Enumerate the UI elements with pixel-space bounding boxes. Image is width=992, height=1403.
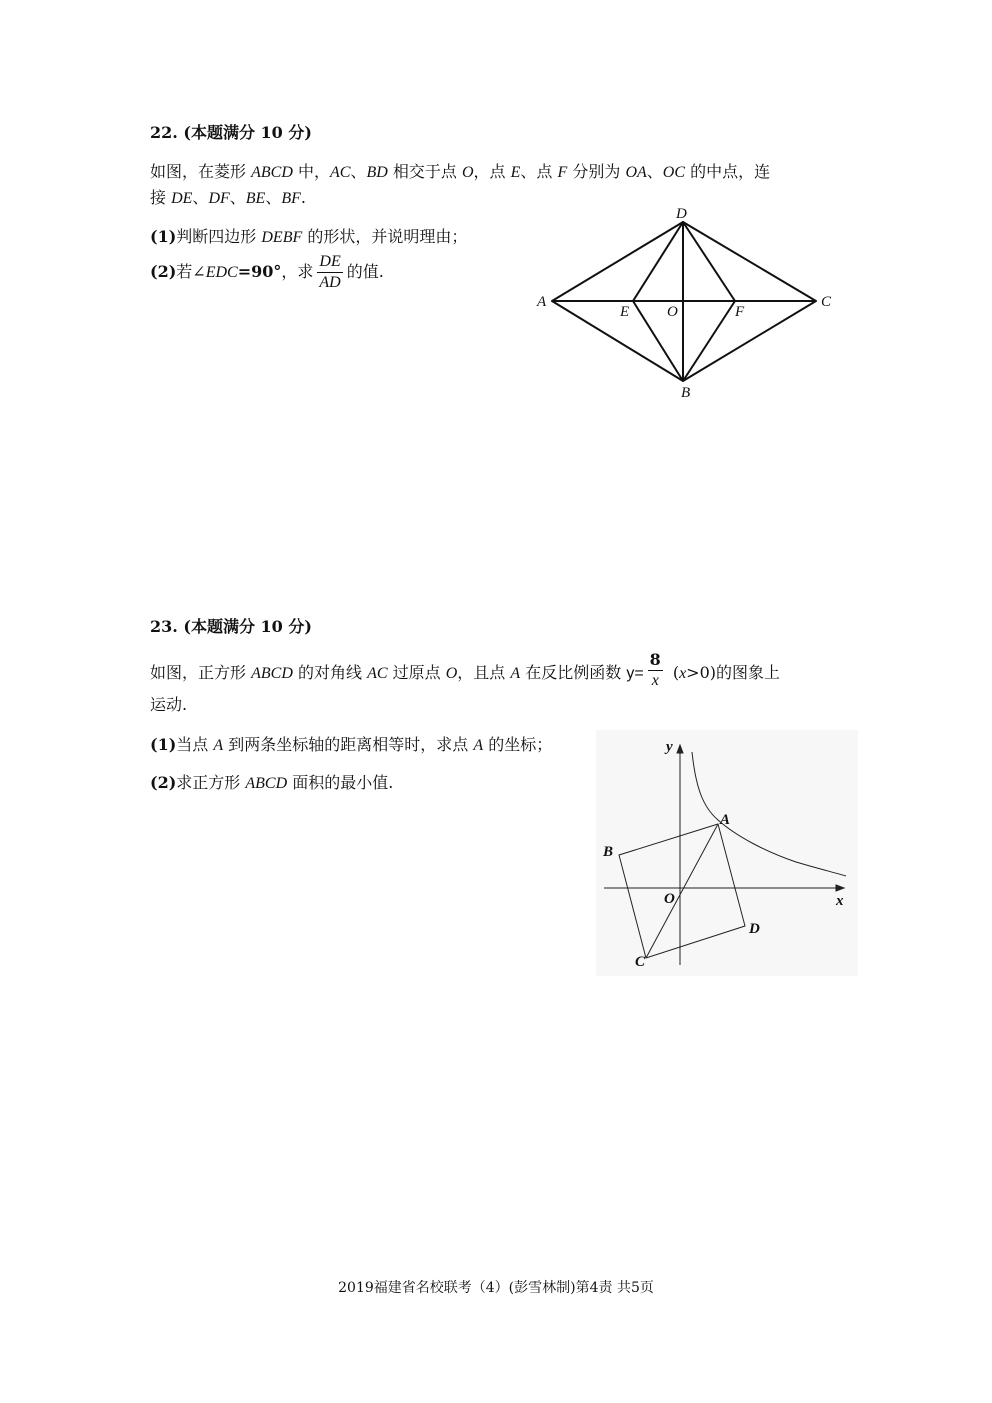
rhombus-figure xyxy=(530,200,840,405)
coordinate-figure xyxy=(596,730,858,976)
label-E: E xyxy=(620,304,630,320)
label-O: O xyxy=(667,304,678,320)
axis-label-x: x xyxy=(836,893,844,909)
q22-intro-line2: 接 DE、DF、BE、BF. xyxy=(150,188,306,207)
label-B: B xyxy=(681,385,691,401)
q22-header: 22. (本题满分 10 分) xyxy=(150,123,312,142)
q23-fraction: $\frac{8}{x}$ xyxy=(649,650,661,689)
q23-header: 23. (本题满分 10 分) xyxy=(150,617,312,636)
q23-part1: (1)当点 A 到两条坐标轴的距离相等时，求点 A 的坐标； xyxy=(150,735,553,754)
q22-part2: (2)若∠EDC=90°，求 $\frac{DE}{AD}$ 的值. xyxy=(150,253,384,291)
figure-background xyxy=(596,730,858,976)
label-F: F xyxy=(735,304,745,320)
axis-label-y: y xyxy=(666,739,673,755)
q22-part1: (1)判断四边形 DEBF 的形状，并说明理由； xyxy=(150,227,468,246)
q23-part2: (2)求正方形 ABCD 面积的最小值. xyxy=(150,773,394,792)
label-A: A xyxy=(537,294,547,310)
point-label-B: B xyxy=(603,844,614,860)
q23-intro-line1: 如图，正方形 ABCD 的对角线 AC 过原点 O，且点 A 在反比例函数 y= $\frac{8}{x}$ (x>0)的图象上 xyxy=(150,650,781,689)
q22-intro-line1: 如图，在菱形 ABCD 中，AC、BD 相交于点 O，点 E、点 F 分别为 OA、OC 的中点，连 xyxy=(150,162,771,181)
point-label-C: C xyxy=(635,954,646,970)
q22-fraction: $\frac{DE}{AD}$ xyxy=(319,253,341,291)
page-footer: 2019福建省名校联考（4）(彭雪林制)第4责 共5页 xyxy=(338,1280,654,1296)
q23-intro-line2: 运动. xyxy=(150,695,188,714)
label-C: C xyxy=(821,294,832,310)
point-label-O: O xyxy=(664,891,675,907)
point-label-D: D xyxy=(749,921,760,937)
label-D: D xyxy=(676,206,687,222)
point-label-A: A xyxy=(720,812,731,828)
